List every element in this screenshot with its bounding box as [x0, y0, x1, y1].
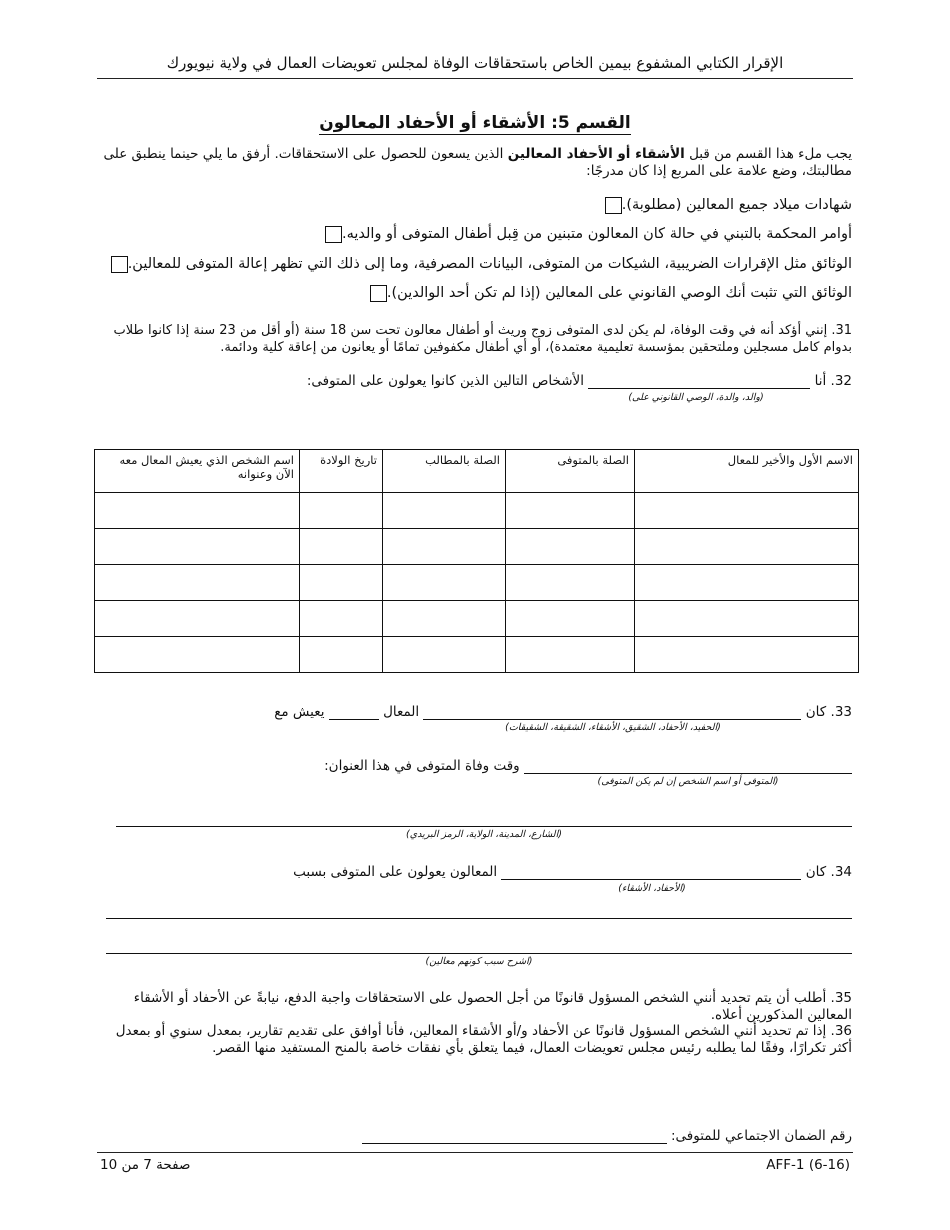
address-caption: (الشارع، المدينة، الولاية، الرمز البريدي)	[406, 829, 562, 840]
table-cell[interactable]	[95, 565, 300, 601]
checkbox[interactable]	[605, 197, 622, 214]
table-cell[interactable]	[383, 565, 506, 601]
question-33: 33. كان المعال يعيش مع	[274, 704, 852, 720]
dependents-type-caption: (الأحفاد، الأشقاء)	[618, 883, 686, 894]
ssn-row	[362, 1128, 852, 1144]
reason-field-line2[interactable]	[106, 953, 852, 954]
relationship-caption: (والد، والدة، الوصي القانوني على)	[628, 392, 764, 403]
checklist-label: شهادات ميلاد جميع المعالين (مطلوبة).	[621, 197, 852, 213]
table-cell[interactable]	[383, 637, 506, 673]
question-36: 36. إذا تم تحديد أنني الشخص المسؤول قانونًا عن الأحفاد و/أو الأشقاء المعالين، فأنا أوافق على تقديم تقارير، بمعدل سنوي أو بمعدل أكثر تكرارًا، وفقًا لما يطلبه رئيس مجلس تعويضات العمال، فيما يتعلق بأي نفقات خاصة بالمنح المستفيد منها القصر.	[115, 1023, 852, 1056]
table-cell[interactable]	[635, 529, 859, 565]
table-row	[95, 529, 859, 565]
checkbox[interactable]	[111, 256, 128, 273]
table-cell[interactable]	[383, 529, 506, 565]
person-field[interactable]	[524, 759, 852, 774]
checklist-item[interactable]	[595, 195, 852, 215]
relation-caption: (الحفيد، الأحفاد، الشقيق، الأشقاء، الشقيقة، الشقيقات)	[505, 722, 721, 733]
table-row	[95, 601, 859, 637]
reason-field-line1[interactable]	[106, 918, 852, 919]
checklist-item[interactable]	[101, 254, 852, 274]
table-cell[interactable]	[383, 493, 506, 529]
header-title: الإقرار الكتابي المشفوع بيمين الخاص باستحقاقات الوفاة لمجلس تعويضات العمال في ولاية نيويورك	[166, 54, 784, 72]
address-field[interactable]	[116, 826, 852, 827]
checkbox[interactable]	[325, 226, 342, 243]
dependents-table	[94, 449, 859, 673]
section-title: القسم 5: الأشقاء أو الأحفاد المعالون	[319, 113, 631, 133]
table-cell[interactable]	[635, 601, 859, 637]
checklist-label: أوامر المحكمة بالتبني في حالة كان المعالون متبنين من قِبل أطفال المتوفى أو والديه.	[341, 226, 852, 242]
form-id: AFF-1 (6-16)	[766, 1157, 850, 1173]
page-header	[97, 52, 853, 79]
table-row	[95, 637, 859, 673]
checkbox[interactable]	[370, 285, 387, 302]
table-row	[95, 493, 859, 529]
table-cell[interactable]	[506, 601, 635, 637]
table-cell[interactable]	[506, 637, 635, 673]
checklist-label: الوثائق مثل الإقرارات الضريبية، الشيكات من المتوفى، البيانات المصرفية، وما إلى ذلك التي تظهر إعالة المتوفى للمعالين.	[127, 256, 852, 272]
page-number: صفحة 7 من 10	[100, 1157, 191, 1173]
table-cell[interactable]	[95, 637, 300, 673]
column-header: اسم الشخص الذي يعيش المعال معه الآن وعنوانه	[95, 450, 300, 493]
question-33-line2: وقت وفاة المتوفى في هذا العنوان:	[324, 758, 852, 774]
column-header: الاسم الأول والأخير للمعال	[635, 450, 859, 493]
checklist-item[interactable]	[315, 224, 852, 244]
table-cell[interactable]	[506, 493, 635, 529]
table-cell[interactable]	[635, 565, 859, 601]
table-cell[interactable]	[506, 529, 635, 565]
ssn-label: رقم الضمان الاجتماعي للمتوفى:	[670, 1128, 852, 1144]
table-header-row	[95, 450, 859, 493]
question-35: 35. أطلب أن يتم تحديد أنني الشخص المسؤول قانونًا من أجل الحصول على الاستحقاقات واجبة الدفع، نيابةً عن الأحفاد أو الأشقاء المعالين المذكورين أعلاه.	[133, 990, 852, 1023]
relation-field[interactable]	[423, 705, 801, 720]
question-34: 34. كان المعالون يعولون على المتوفى بسبب	[293, 864, 852, 880]
table-cell[interactable]	[300, 565, 383, 601]
ssn-field[interactable]	[362, 1129, 667, 1144]
table-cell[interactable]	[635, 493, 859, 529]
section-intro: يجب ملء هذا القسم من قبل الأشقاء أو الأحفاد المعالين الذين يسعون للحصول على الاستحقاقات. أرفق ما يلي حينما ينطبق على مطالبتك، وضع علامة على المربع إذا كان مدرجًا:	[103, 146, 852, 179]
table-cell[interactable]	[506, 565, 635, 601]
table-cell[interactable]	[300, 637, 383, 673]
column-header: الصلة بالمطالب	[383, 450, 506, 493]
column-header: تاريخ الولادة	[300, 450, 383, 493]
table-cell[interactable]	[300, 529, 383, 565]
table-cell[interactable]	[300, 493, 383, 529]
person-caption: (المتوفى أو اسم الشخص إن لم يكن المتوفى)	[597, 776, 779, 787]
checklist-item[interactable]	[360, 283, 852, 303]
table-cell[interactable]	[95, 529, 300, 565]
question-32: 32. أنا الأشخاص التالين الذين كانوا يعولون على المتوفى:	[306, 373, 852, 389]
reason-caption: (اشرح سبب كونهم معالين)	[425, 956, 533, 967]
table-cell[interactable]	[95, 601, 300, 637]
footer-divider	[97, 1152, 853, 1153]
checklist-label: الوثائق التي تثبت أنك الوصي القانوني على المعالين (إذا لم تكن أحد الوالدين).	[386, 285, 852, 301]
table-cell[interactable]	[635, 637, 859, 673]
table-cell[interactable]	[300, 601, 383, 637]
dependents-type-field[interactable]	[501, 865, 801, 880]
column-header: الصلة بالمتوفى	[506, 450, 635, 493]
table-cell[interactable]	[383, 601, 506, 637]
relationship-field[interactable]	[588, 374, 810, 389]
table-cell[interactable]	[95, 493, 300, 529]
table-row	[95, 565, 859, 601]
count-field[interactable]	[329, 705, 379, 720]
question-31: 31. إنني أؤكد أنه في وقت الوفاة، لم يكن لدى المتوفى زوج وريث أو أطفال معالون تحت سن 18 سنة (أو أقل من 23 سنة إذا كانوا طلاب بدوام كامل مسجلين وملتحقين بمؤسسة تعليمية معتمدة)، أو أي أطفال مكفوفين تمامًا أو يعانون من إعاقة كلية ودائمة.	[113, 323, 852, 355]
